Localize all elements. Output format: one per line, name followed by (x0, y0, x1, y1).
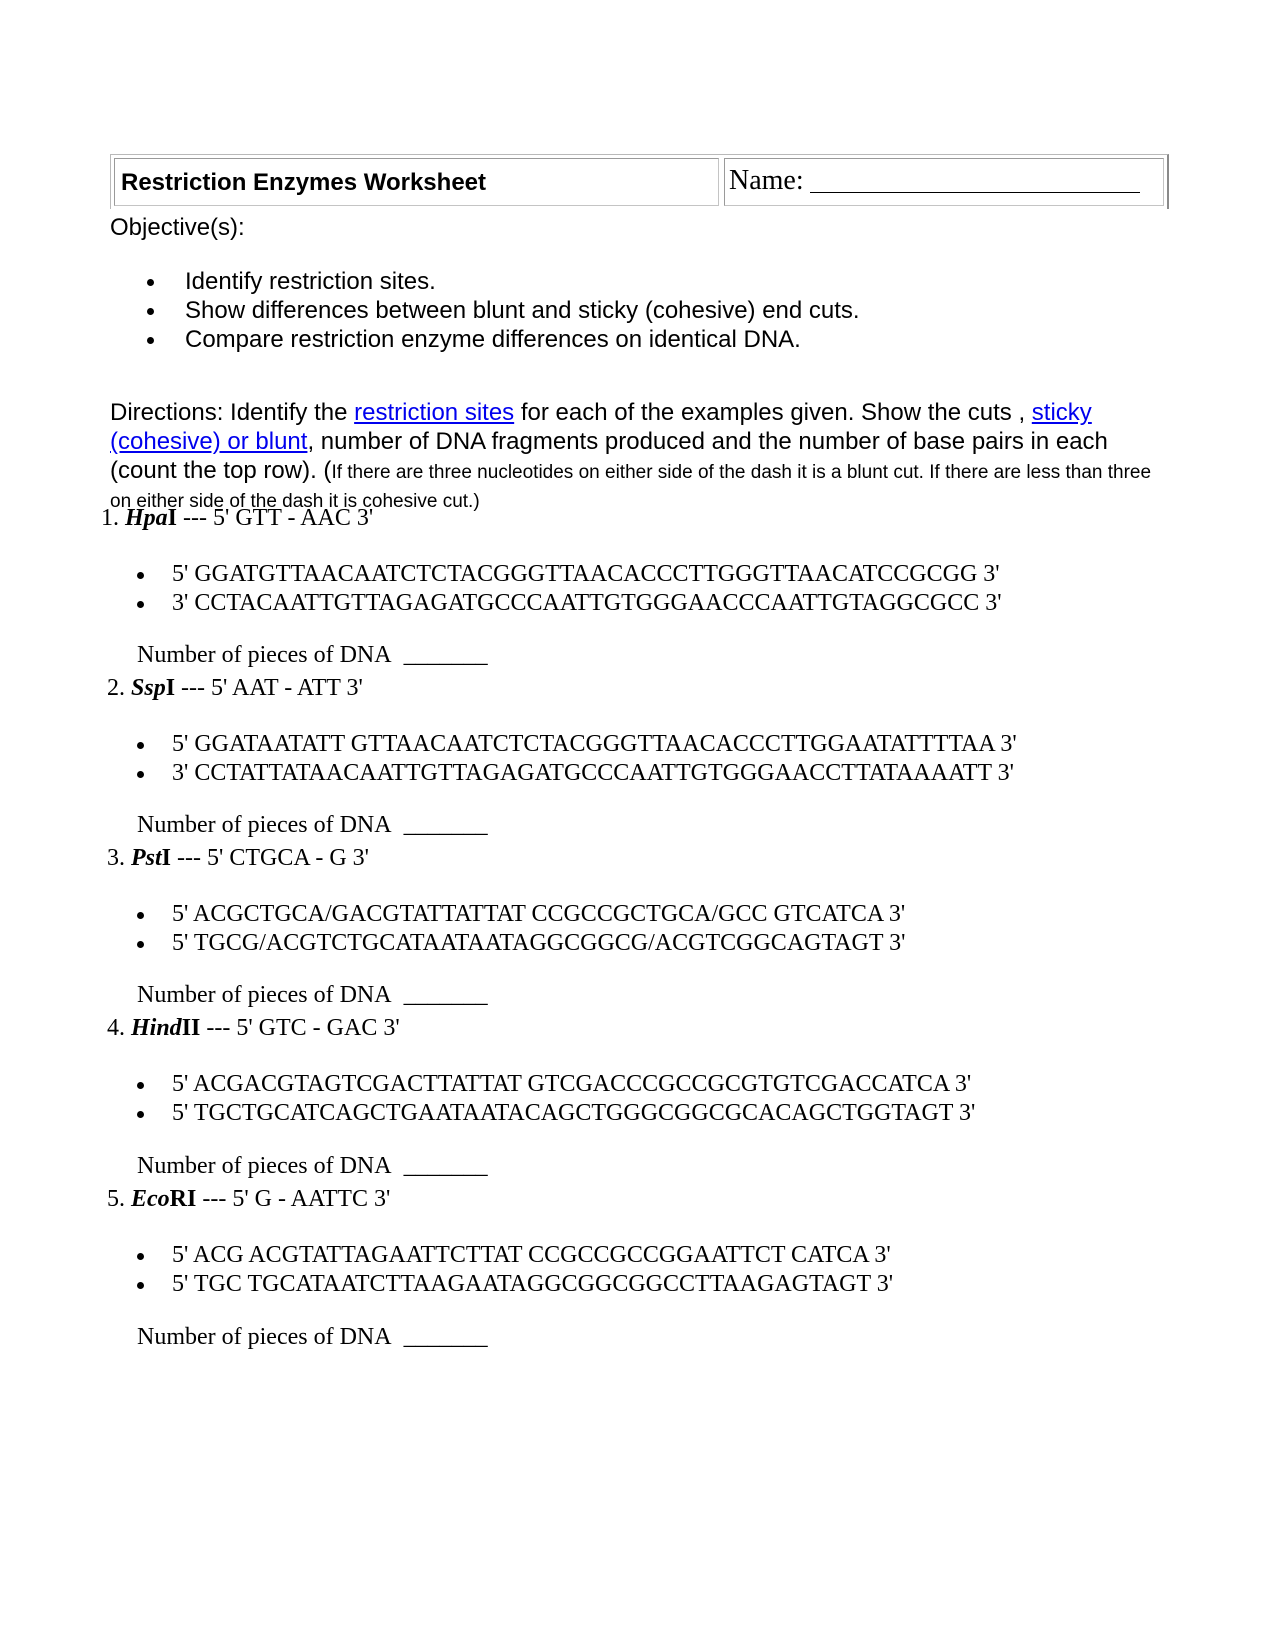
problem-1-heading: 1. HpaI --- 5' GTT - AAC 3' (101, 505, 374, 531)
bullet-icon (137, 572, 144, 579)
sticky-blunt-link[interactable]: sticky (cohesive) or blunt (110, 399, 1092, 455)
bullet-icon (137, 1253, 144, 1260)
dna-sequence: 5' GGATGTTAACAATCTCTACGGGTTAACACCCTTGGGTTAACATCCGCGG 3' (140, 560, 1002, 589)
problem-5-heading: 5. EcoRI --- 5' G - AATTC 3' (107, 1186, 391, 1212)
bullet-icon (137, 601, 144, 608)
objective-item: Compare restriction enzyme differences on identical DNA. (145, 325, 860, 354)
bullet-icon (147, 337, 154, 344)
name-cell (724, 158, 1164, 206)
problem-2-sequences (140, 730, 1017, 788)
bullet-icon (137, 1111, 144, 1118)
dna-sequence: 5' ACGACGTAGTCGACTTATTAT GTCGACCCGCCGCGTGTCGACCATCA 3' (140, 1070, 975, 1099)
problem-4-heading: 4. HindII --- 5' GTC - GAC 3' (107, 1015, 400, 1041)
dna-sequence: 3' CCTATTATAACAATTGTTAGAGATGCCCAATTGTGGGAACCTTATAAAATT 3' (140, 759, 1017, 788)
problem-1-pieces: Number of pieces of DNA _______ (137, 642, 488, 668)
answer-blank[interactable]: _______ (403, 982, 488, 1008)
problem-5-sequences (140, 1241, 893, 1299)
answer-blank[interactable]: _______ (403, 812, 488, 838)
dna-sequence: 5' ACGCTGCA/GACGTATTATTAT CCGCCGCTGCA/GCC GTCATCA 3' (140, 900, 905, 929)
problem-2-heading: 2. SspI --- 5' AAT - ATT 3' (107, 675, 363, 701)
worksheet-title: Restriction Enzymes Worksheet (121, 169, 487, 196)
dna-sequence: 5' GGATAATATT GTTAACAATCTCTACGGGTTAACACCCTTGGAATATTTTAA 3' (140, 730, 1017, 759)
directions-paragraph: Directions: Identify the restriction sites for each of the examples given. Show the cuts , sticky (cohesive) or blunt, number of DNA fragments produced and the number of base pairs in each (count the top row). (If there are three nucleotides on either side of the dash it is a blunt cut. If there are less than three on either side of the dash it is cohesive cut.) (110, 399, 1152, 512)
bullet-icon (137, 1282, 144, 1289)
objective-item: Show differences between blunt and sticky (cohesive) end cuts. (145, 296, 860, 325)
objective-item: Identify restriction sites. (145, 267, 860, 296)
bullet-icon (137, 1082, 144, 1089)
problem-1-sequences (140, 560, 1002, 618)
name-blank-line[interactable] (810, 192, 1140, 193)
problem-3-heading: 3. PstI --- 5' CTGCA - G 3' (107, 845, 369, 871)
bullet-icon (147, 279, 154, 286)
objectives-list (145, 267, 860, 354)
problem-4-sequences (140, 1070, 975, 1128)
dna-sequence: 5' TGC TGCATAATCTTAAGAATAGGCGGCGGCCTTAAGAGTAGT 3' (140, 1270, 893, 1299)
problem-3-sequences (140, 900, 905, 958)
problem-5-pieces: Number of pieces of DNA _______ (137, 1324, 488, 1350)
problem-3-pieces: Number of pieces of DNA _______ (137, 982, 488, 1008)
name-label: Name: (729, 165, 804, 196)
objectives-label: Objective(s): (110, 214, 245, 241)
answer-blank[interactable]: _______ (403, 642, 488, 668)
problem-2-pieces: Number of pieces of DNA _______ (137, 812, 488, 838)
header-table (110, 154, 1169, 209)
dna-sequence: 5' ACG ACGTATTAGAATTCTTAT CCGCCGCCGGAATTCT CATCA 3' (140, 1241, 893, 1270)
directions-note: If there are three nucleotides on either side of the dash it is a blunt cut. If there are less than three on either side of the dash it is cohesive cut.) (110, 462, 1152, 512)
answer-blank[interactable]: _______ (403, 1324, 488, 1350)
problem-4-pieces: Number of pieces of DNA _______ (137, 1153, 488, 1179)
title-cell (114, 158, 719, 206)
bullet-icon (147, 308, 154, 315)
restriction-sites-link[interactable]: restriction sites (354, 399, 515, 426)
bullet-icon (137, 912, 144, 919)
dna-sequence: 5' TGCG/ACGTCTGCATAATAATAGGCGGCG/ACGTCGGCAGTAGT 3' (140, 929, 905, 958)
bullet-icon (137, 941, 144, 948)
bullet-icon (137, 771, 144, 778)
dna-sequence: 3' CCTACAATTGTTAGAGATGCCCAATTGTGGGAACCCAATTGTAGGCGCC 3' (140, 589, 1002, 618)
bullet-icon (137, 742, 144, 749)
dna-sequence: 5' TGCTGCATCAGCTGAATAATACAGCTGGGCGGCGCACAGCTGGTAGT 3' (140, 1099, 975, 1128)
answer-blank[interactable]: _______ (403, 1153, 488, 1179)
